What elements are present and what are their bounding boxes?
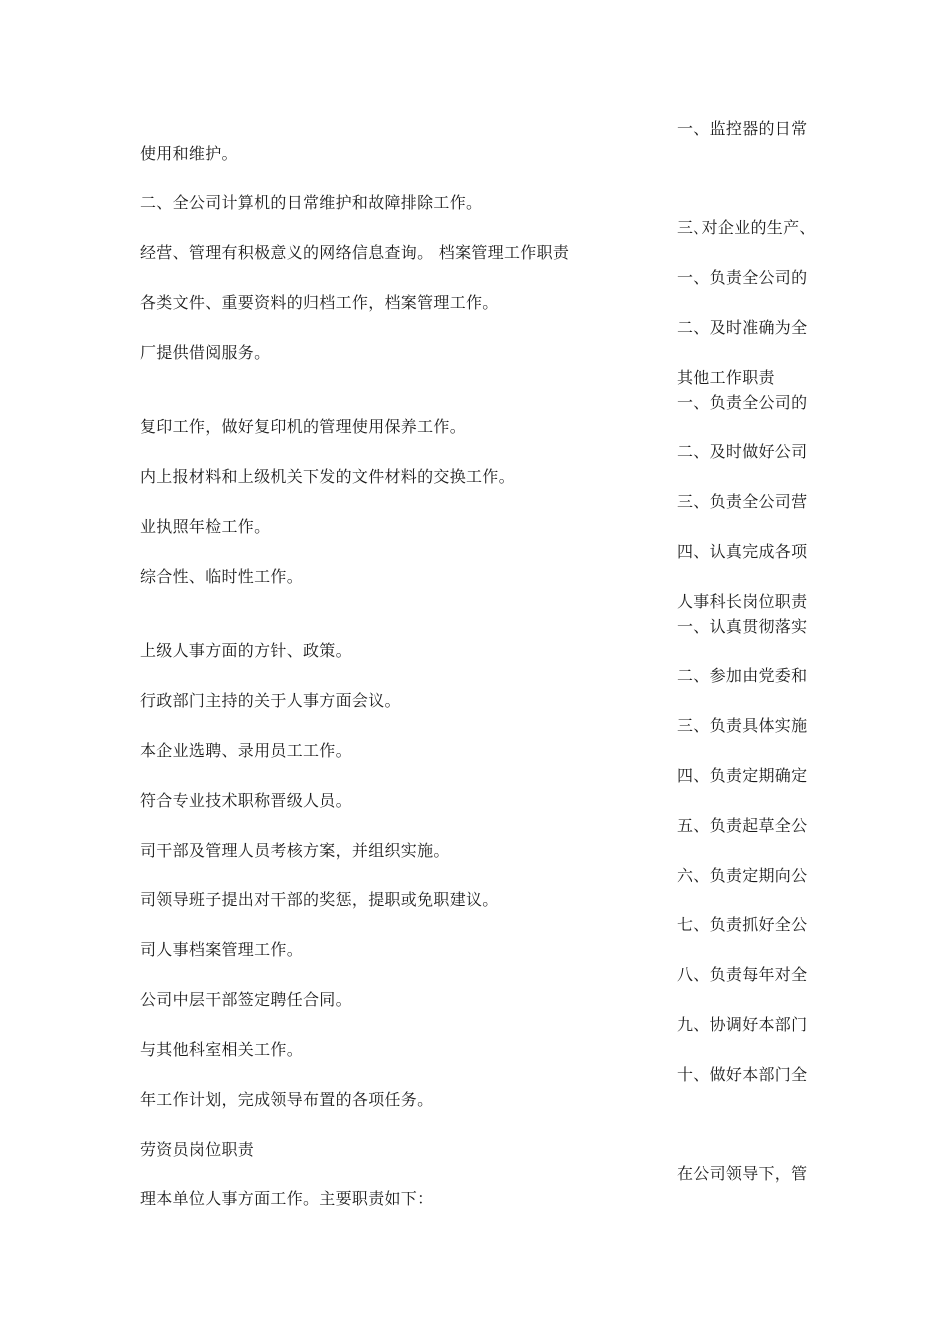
text-line: 六、负责定期向公 xyxy=(677,866,808,885)
text-line: 七、负责抓好全公 xyxy=(677,915,808,934)
text-line: 公司中层干部签定聘任合同。 xyxy=(140,990,352,1009)
text-line: 九、协调好本部门 xyxy=(677,1015,808,1034)
text-line: 司干部及管理人员考核方案，并组织实施。 xyxy=(140,841,450,860)
section-heading: 其他工作职责 xyxy=(677,368,775,387)
text-line: 四、负责定期确定 xyxy=(677,766,808,785)
text-line: 理本单位人事方面工作。主要职责如下： xyxy=(140,1189,434,1208)
text-line: 二、及时准确为全 xyxy=(677,318,808,337)
text-line: 年工作计划，完成领导布置的各项任务。 xyxy=(140,1090,434,1109)
text-line: 一、负责全公司的 xyxy=(677,268,808,287)
text-line: 四、认真完成各项 xyxy=(677,542,808,561)
text-line: 二、全公司计算机的日常维护和故障排除工作。 xyxy=(140,193,483,212)
text-line: 二、参加由党委和 xyxy=(677,666,808,685)
text-line: 使用和维护。 xyxy=(140,144,238,163)
text-line: 一、认真贯彻落实 xyxy=(677,617,808,636)
text-line: 八、负责每年对全 xyxy=(677,965,808,984)
text-line: 三、负责具体实施 xyxy=(677,716,808,735)
section-heading: 劳资员岗位职责 xyxy=(140,1140,255,1159)
text-line: 在公司领导下，管 xyxy=(677,1164,808,1183)
text-line: 十、做好本部门全 xyxy=(677,1065,808,1084)
text-line: 五、负责起草全公 xyxy=(677,816,808,835)
text-line: 上级人事方面的方针、政策。 xyxy=(140,641,352,660)
text-line: 符合专业技术职称晋级人员。 xyxy=(140,791,352,810)
text-line: 三､对企业的生产、 xyxy=(677,218,816,237)
text-line: 业执照年检工作。 xyxy=(140,517,271,536)
text-line: 各类文件、重要资料的归档工作，档案管理工作。 xyxy=(140,293,499,312)
text-line: 一、监控器的日常 xyxy=(677,119,808,138)
text-line: 司领导班子提出对干部的奖惩，提职或免职建议。 xyxy=(140,890,499,909)
text-line: 与其他科室相关工作。 xyxy=(140,1040,304,1059)
section-heading: 人事科长岗位职责 xyxy=(677,592,808,611)
text-line: 内上报材料和上级机关下发的文件材料的交换工作。 xyxy=(140,467,515,486)
text-line: 厂提供借阅服务。 xyxy=(140,343,271,362)
text-line: 三、负责全公司营 xyxy=(677,492,808,511)
text-line: 本企业选聘、录用员工工作。 xyxy=(140,741,352,760)
text-line: 一、负责全公司的 xyxy=(677,393,808,412)
text-line: 经营、管理有积极意义的网络信息查询。 档案管理工作职责 xyxy=(140,243,570,262)
text-line: 二、及时做好公司 xyxy=(677,442,808,461)
text-line: 复印工作，做好复印机的管理使用保养工作。 xyxy=(140,417,467,436)
text-line: 司人事档案管理工作。 xyxy=(140,940,304,959)
text-line: 综合性、临时性工作。 xyxy=(140,567,304,586)
text-line: 行政部门主持的关于人事方面会议。 xyxy=(140,691,401,710)
